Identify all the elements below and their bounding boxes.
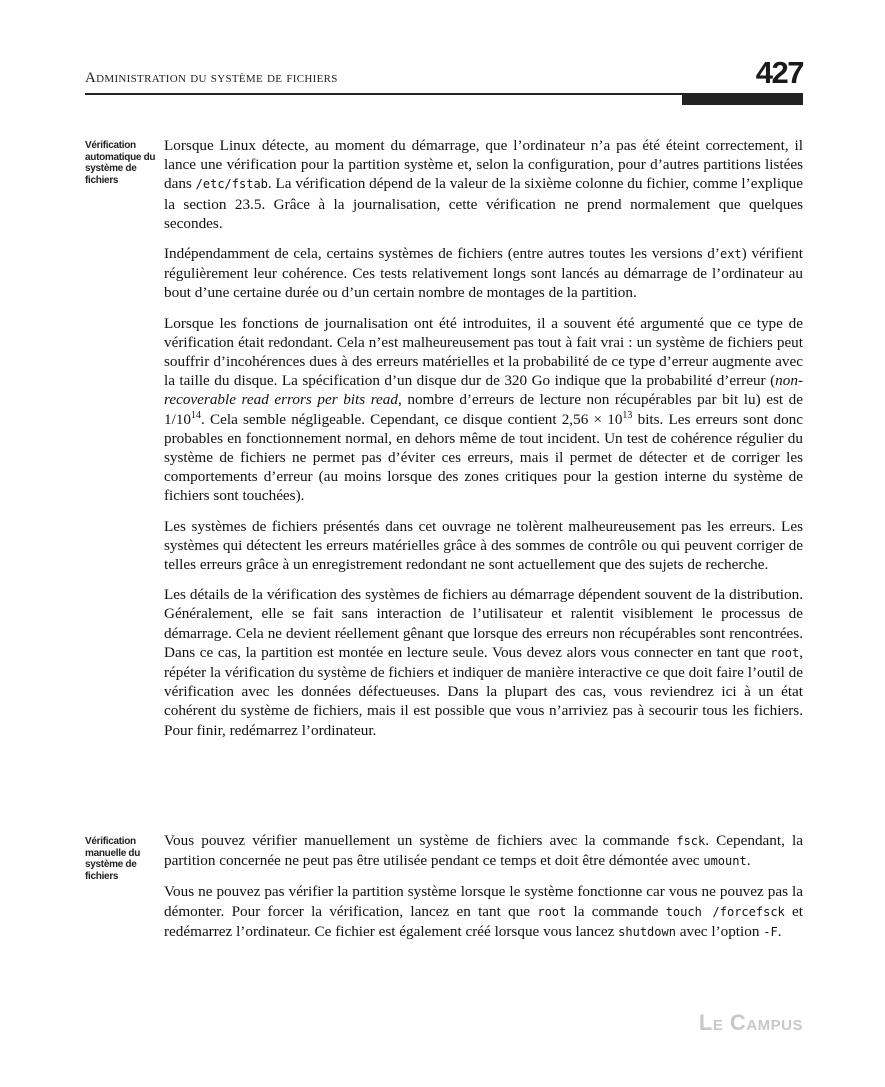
inline-code: fsck bbox=[676, 834, 706, 848]
paragraph bbox=[164, 314, 803, 506]
paragraph bbox=[164, 882, 803, 942]
paragraph bbox=[164, 831, 803, 871]
text-run: Lorsque les fonctions de journalisation ont été introduites, il a souvent été argumenté que ce type de vérification était redondant. Cela n’est malheureusement pas tout à fait vrai : un système de fichiers peut souffrir d’incohérences dues à des erreurs matérielles et la probabilité de ce type d’erreur augmente avec la taille du disque. La spécification d’un disque dur de 320 Go indique que la probabilité d’erreur ( bbox=[164, 314, 803, 390]
text-run: Les systèmes de fichiers présentés dans cet ouvrage ne tolèrent malheureusement pas les erreurs. Les systèmes qui détectent les erreurs matérielles grâce à des sommes de contrôle ou qui peuvent corriger de telles erreurs grâce à un enregistrement redondant ne sont actuellement que des sujets de recherche. bbox=[164, 517, 803, 574]
text-run: Vous pouvez vérifier manuellement un système de fichiers avec la commande bbox=[164, 832, 677, 849]
inline-code: touch /forcefsck bbox=[665, 904, 785, 919]
inline-code: -F bbox=[763, 924, 778, 939]
text-run: et redémarrez l’ordinateur. Ce fichier est également créé lorsque vous lancez bbox=[164, 902, 804, 940]
inline-code: root bbox=[537, 904, 567, 919]
emphasis: non-recoverable read errors per bits read bbox=[164, 372, 803, 409]
text-run: . La vérification dépend de la valeur de la sixième colonne du fichier, comme l’explique la section 23.5. Grâce à la journalisation, cette vérification ne prend normalement que quelques secondes. bbox=[164, 175, 803, 232]
text-run: bits. Les erreurs sont donc probables en fonctionnement normal, en dehors même de tout incident. Un test de cohérence régulier du système de fichiers ne permet pas d’éviter ces erreurs, mais il permet de détecter et de corriger les comportements d’erreur (au moins lorsque des zones critiques pour la gestion interne du système de fichiers sont touchées). bbox=[164, 410, 804, 505]
inline-code: umount bbox=[703, 854, 747, 869]
page-header-title: Administration du système de fichiers bbox=[85, 70, 338, 86]
text-run: , nombre d’erreurs de lecture non récupérables par bit lu) est de 1/10 bbox=[164, 391, 803, 428]
publisher-logo: Le Campus bbox=[698, 1010, 803, 1035]
side-label-automatic-check: Vérification automatique du système de fichiers bbox=[85, 140, 156, 186]
text-run: . bbox=[746, 852, 751, 870]
side-label-manual-check: Vérification manuelle du système de fichiers bbox=[85, 836, 141, 882]
page-number: 427 bbox=[755, 55, 803, 90]
text-run: Les détails de la vérification des systèmes de fichiers au démarrage dépendent souvent de la distribution. Généralement, elle se fait sans interaction de l’utilisateur et ralentit visiblement le processus de démarrage. Cela ne devient réellement gênant que lorsque des erreurs non récupérables sont rencontrées. Dans ce cas, la partition est montée en lecture seule. Vous devez alors vous connecter en tant que bbox=[164, 586, 803, 661]
inline-code: root bbox=[770, 645, 800, 660]
text-run: . Cependant, la partition concernée ne peut pas être utilisée pendant ce temps et doit être démontée avec bbox=[164, 832, 803, 870]
paragraph bbox=[164, 585, 803, 740]
text-run: la commande bbox=[566, 902, 666, 920]
section-manual-check bbox=[164, 831, 803, 953]
paragraph bbox=[164, 136, 803, 233]
text-run: Indépendamment de cela, certains systèmes de fichiers (entre autres toutes les versions d’ bbox=[164, 245, 720, 263]
text-run: Vous ne pouvez pas vérifier la partition système lorsque le système fonctionne car vous ne pouvez pas la démonter. Pour forcer la vérification, lancez en tant que bbox=[164, 883, 803, 920]
exponent: 13 bbox=[622, 409, 633, 421]
text-run: avec l’option bbox=[675, 922, 764, 940]
text-run: ) vérifient régulièrement leur cohérence. Ces tests relativement longs sont lancés au démarrage de l’ordinateur au bout d’une certaine durée ou d’un certain nombre de montages de la partition. bbox=[164, 245, 803, 302]
header-rule-bar bbox=[682, 93, 803, 105]
text-run: . Cela semble négligeable. Cependant, ce disque contient 2,56 × 10 bbox=[201, 410, 623, 428]
inline-code: shutdown bbox=[618, 924, 676, 939]
paragraph bbox=[164, 517, 803, 575]
section-automatic-check bbox=[164, 136, 803, 751]
inline-code: /etc/fstab bbox=[195, 177, 268, 192]
exponent: 14 bbox=[191, 409, 202, 421]
text-run: , répéter la vérification du système de fichiers et indiquer de manière interactive ce que doit faire l’outil de vérification avec les données défectueuses. Dans la plupart des cas, vous reviendrez ici à un état cohérent du système de fichiers, mais il est possible que vous n’arriviez pas à secourir tous les fichiers. Pour finir, redémarrez l’ordinateur. bbox=[164, 643, 803, 739]
paragraph bbox=[164, 244, 803, 303]
text-run: . bbox=[777, 922, 782, 940]
inline-code: ext bbox=[719, 247, 742, 262]
text-run: Lorsque Linux détecte, au moment du démarrage, que l’ordinateur n’a pas été éteint correctement, il lance une vérification pour la partition système et, selon la configuration, pour d’autres partitions listées dans bbox=[164, 137, 803, 193]
